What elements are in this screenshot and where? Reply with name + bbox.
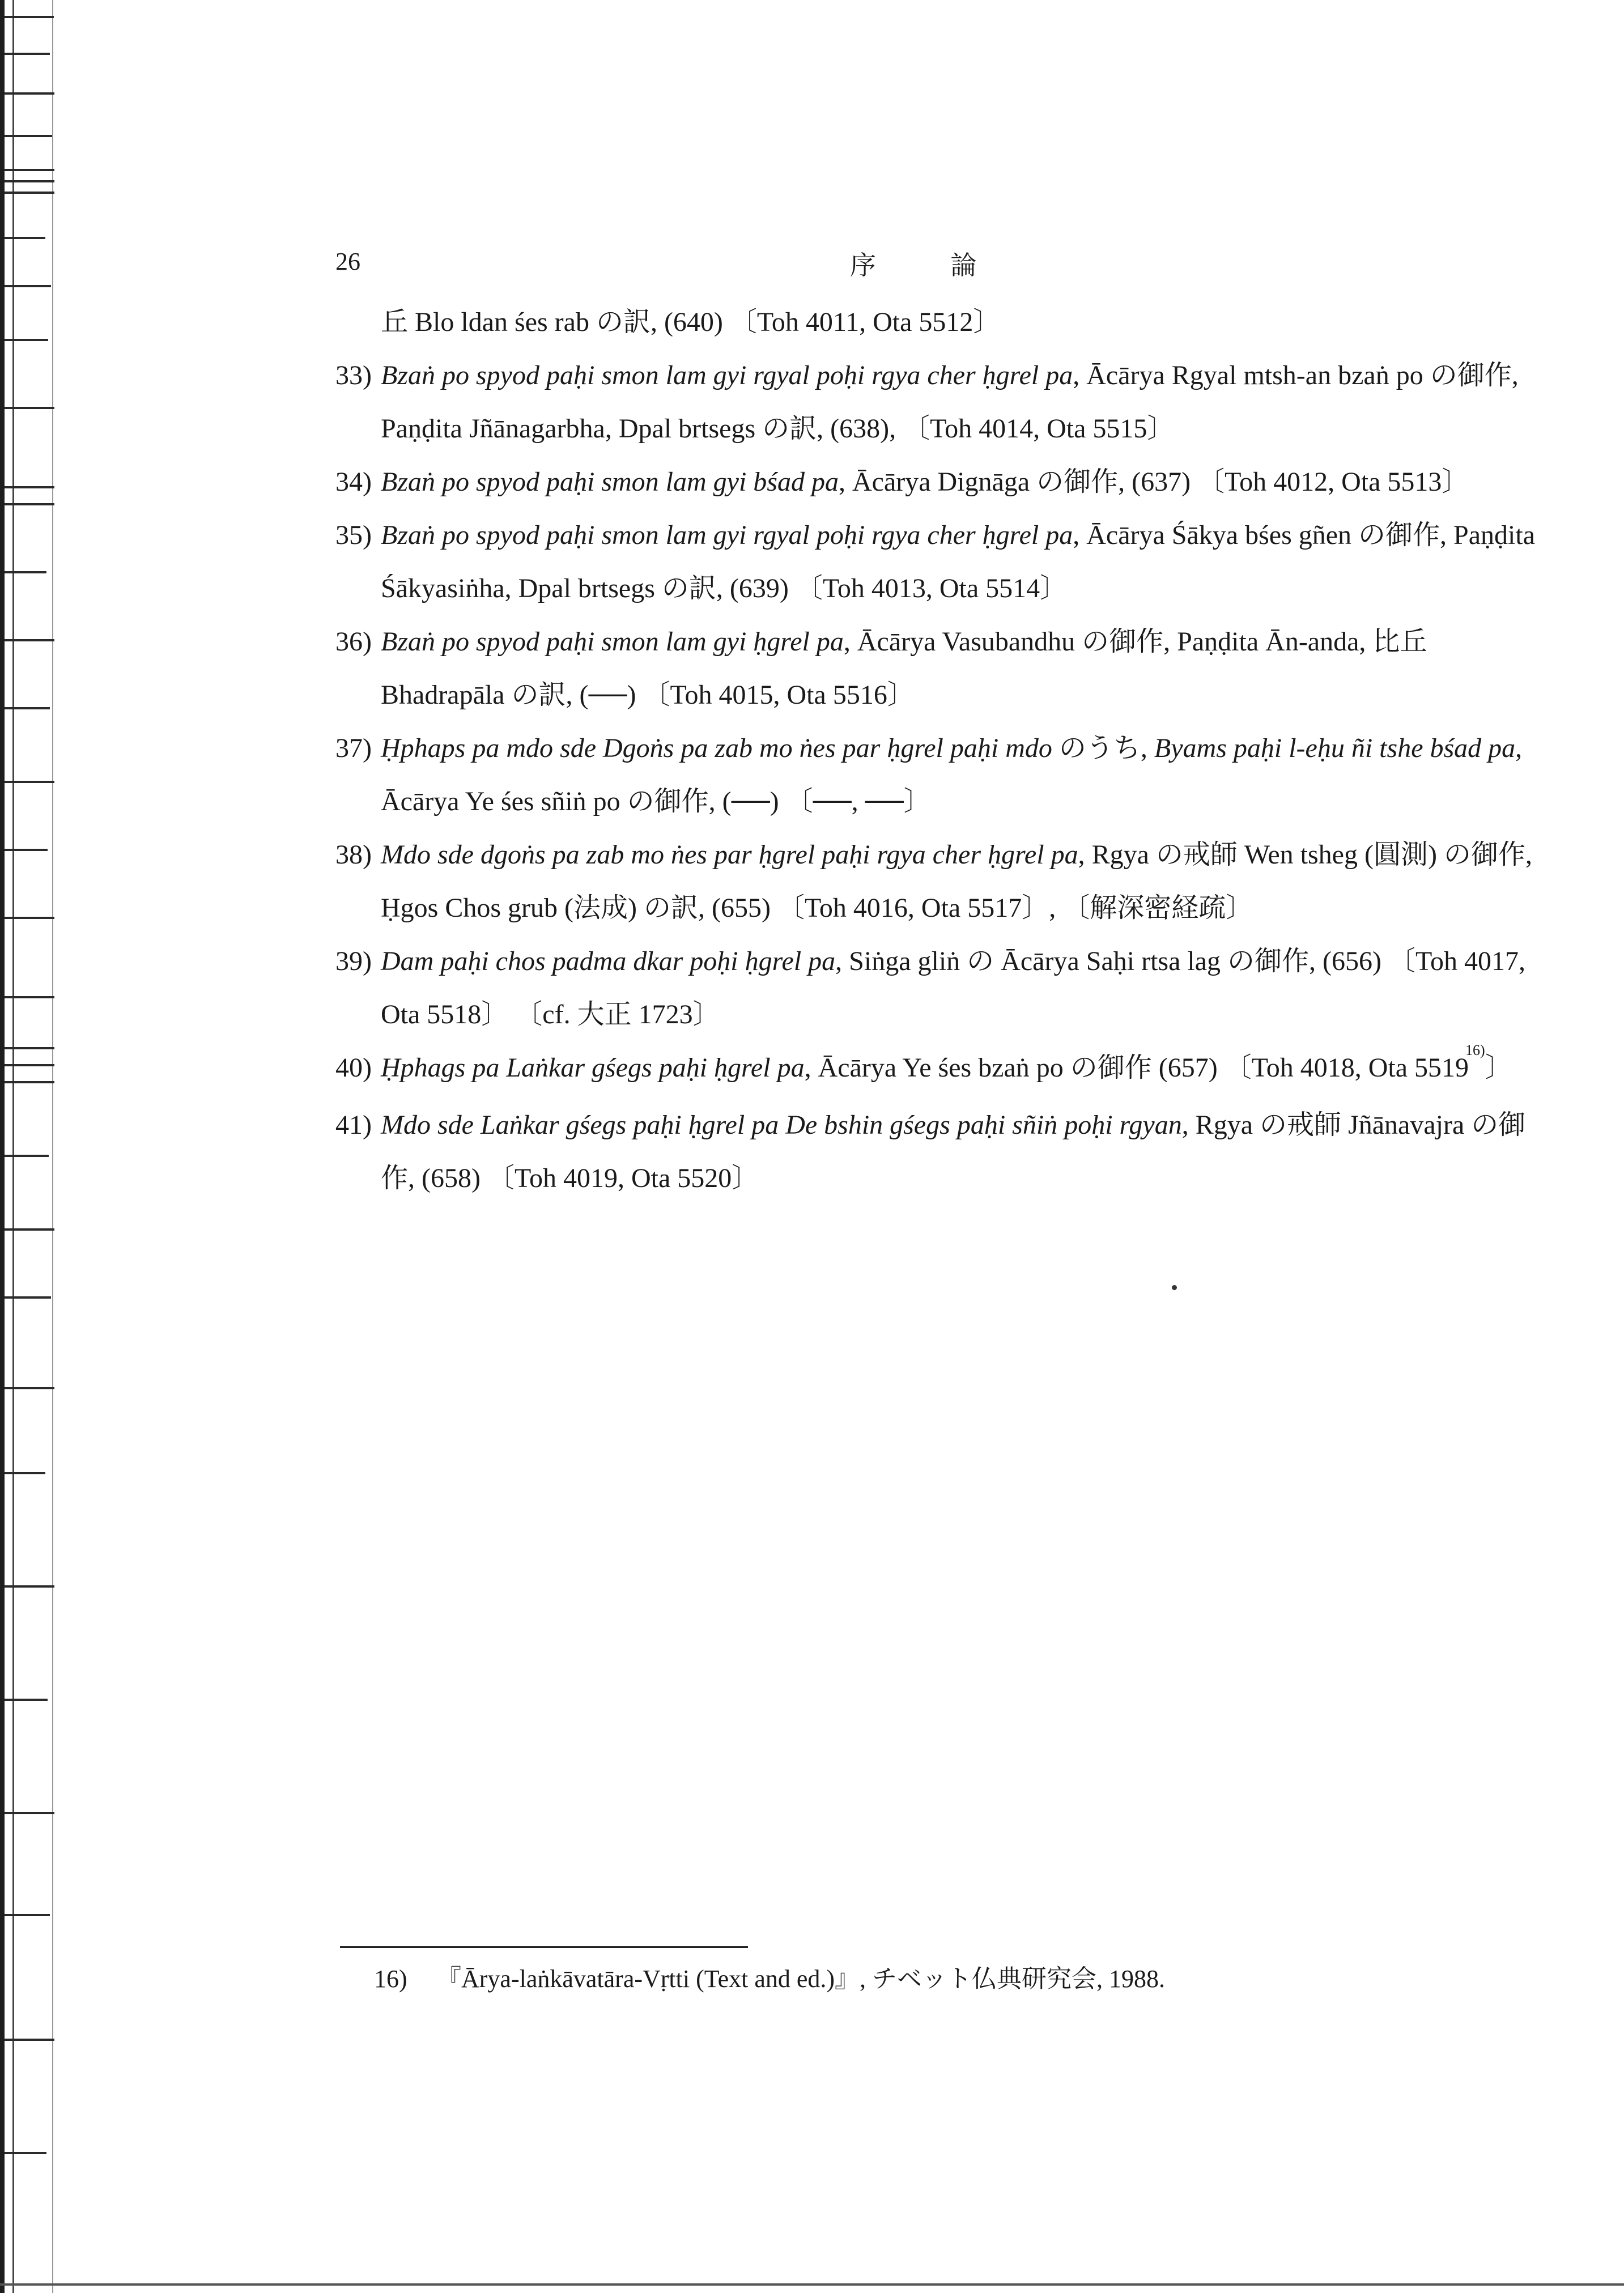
bibliography-entry: [335, 722, 1548, 828]
footnote-ref: 16): [1465, 1042, 1485, 1058]
footnote-text: 『Ārya-laṅkāvatāra-Vṛtti (Text and ed.)』, チベット仏典研究会, 1988.: [436, 1965, 1166, 1993]
entry-text: , Rgya の戒師 Jñānavajra の御作, (658) 〔Toh 4019, Ota 5520〕: [381, 1110, 1526, 1193]
entry-text: , Rgya の戒師 Wen tsheg (圓測) の御作, Ḥgos Chos grub (法成) の訳, (655) 〔Toh 4016, Ota 5517〕, 〔解深密経疏〕: [381, 840, 1532, 923]
entry-number: 39): [335, 946, 372, 976]
entry-text: 〕: [1485, 1053, 1512, 1083]
footnote-number: 16): [374, 1965, 407, 1993]
footnote-rule: [340, 1946, 748, 1948]
entry-number: 41): [335, 1110, 372, 1140]
entry-title: Mdo sde Laṅkar gśegs paḥi ḥgrel pa De bshin gśegs paḥi sñiṅ poḥi rgyan: [381, 1110, 1182, 1140]
entry-text: のうち,: [1052, 733, 1154, 763]
entry-number: 34): [335, 467, 372, 497]
bibliography-entry: [335, 1041, 1548, 1099]
running-head: 序 論: [850, 251, 1011, 280]
entry-title: Dam paḥi chos padma dkar poḥi ḥgrel pa: [381, 946, 836, 976]
entry-number: 33): [335, 360, 372, 390]
entry-text: , Ācārya Vasubandhu の御作, Paṇḍita Ān-anda, 比丘 Bhadrapāla の訳, (──) 〔Toh 4015, Ota 5516〕: [381, 627, 1427, 710]
entry-title: Bzaṅ po spyod paḥi smon lam gyi rgyal poḥi rgya cher ḥgrel pa: [381, 360, 1073, 390]
bibliography-entry: [335, 509, 1548, 615]
bibliography-entry: [335, 935, 1548, 1041]
page-bottom-edge: [0, 2283, 1624, 2286]
entry-title: Mdo sde dgoṅs pa zab mo ṅes par ḥgrel paḥi rgya cher ḥgrel pa: [381, 840, 1078, 870]
entry-number: 36): [335, 627, 372, 657]
print-speck: [1172, 1285, 1177, 1290]
bibliography-entry: [335, 1099, 1548, 1205]
entry-text: , Ācārya Dignāga の御作, (637) 〔Toh 4012, Ota 5513〕: [838, 467, 1469, 497]
entry-title: Bzaṅ po spyod paḥi smon lam gyi ḥgrel pa: [381, 627, 844, 657]
entry-text: , Ācārya Ye śes bzaṅ po の御作 (657) 〔Toh 4018, Ota 5519: [804, 1053, 1469, 1083]
entry-number: 37): [335, 733, 372, 763]
entry-text: , Siṅga gliṅ の Ācārya Saḥi rtsa lag の御作, (656) 〔Toh 4017, Ota 5518〕 〔cf. 大正 1723〕: [381, 946, 1525, 1029]
entry-text: 丘 Blo ldan śes rab の訳, (640) 〔Toh 4011, Ota 5512〕: [381, 307, 1001, 337]
entry-title: Bzaṅ po spyod paḥi smon lam gyi bśad pa: [381, 467, 839, 497]
footnote: [374, 1958, 1165, 1994]
entry-number: 38): [335, 840, 372, 870]
entry-text: , Ācārya Rgyal mtsh-an bzaṅ po の御作, Paṇḍita Jñānagarbha, Dpal brtsegs の訳, (638), 〔Toh 4014, Ota 5515〕: [381, 360, 1519, 444]
bibliography-list: [335, 296, 1548, 1205]
entry-title: Bzaṅ po spyod paḥi smon lam gyi rgyal poḥi rgya cher ḥgrel pa: [381, 520, 1073, 550]
page-number: 26: [335, 248, 360, 275]
binding-edge: [0, 0, 85, 2293]
bibliography-entry: [335, 456, 1548, 509]
entry-text: , Ācārya Ye śes sñiṅ po の御作, (──) 〔──, ──〕: [381, 733, 1523, 816]
entry-number: 35): [335, 520, 372, 550]
bibliography-entry: [335, 615, 1548, 722]
bibliography-entry: [335, 296, 1548, 349]
entry-title: Byams paḥi l-eḥu ñi tshe bśad pa: [1154, 733, 1516, 763]
entry-number: 40): [335, 1053, 372, 1083]
entry-title: Ḥphags pa Laṅkar gśegs paḥi ḥgrel pa: [381, 1053, 805, 1083]
entry-text: , Ācārya Śākya bśes gñen の御作, Paṇḍita Śākyasiṅha, Dpal brtsegs の訳, (639) 〔Toh 4013, Ota 5514〕: [381, 520, 1536, 603]
entry-title: Ḥphaps pa mdo sde Dgoṅs pa zab mo ṅes par ḥgrel paḥi mdo: [381, 733, 1052, 763]
bibliography-entry: [335, 828, 1548, 935]
bibliography-entry: [335, 349, 1548, 456]
